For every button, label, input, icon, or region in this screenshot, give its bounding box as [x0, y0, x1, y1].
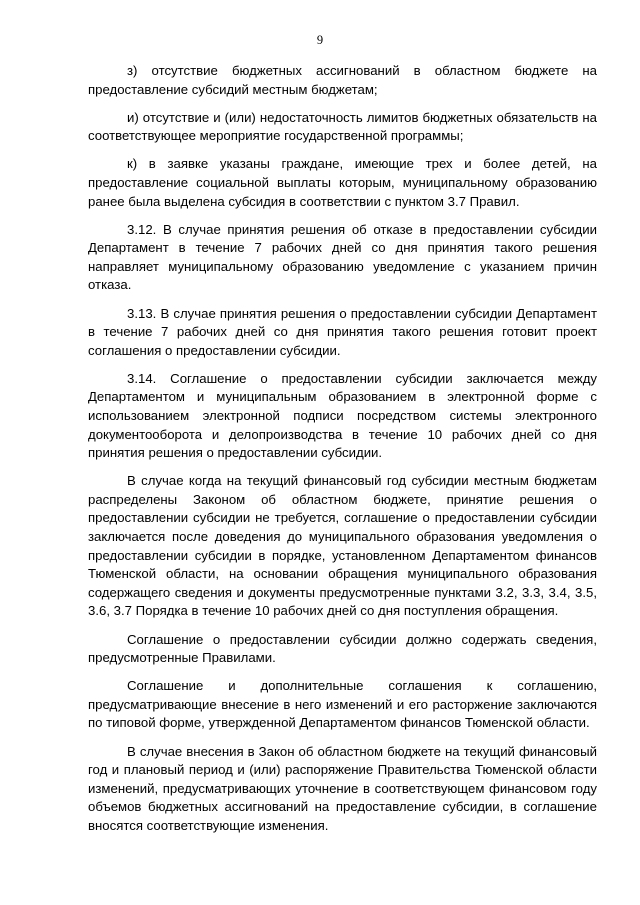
paragraph-3-14: 3.14. Соглашение о предоставлении субсидии заключается между Департаментом и муниципальным образованием в электронной форме с использованием электронной подписи посредством системы электронного документооборота и делопроизводства в течение 10 рабочих дней со дня принятия решения о предоставлении субсидии.	[88, 370, 597, 461]
paragraph-distributed-by-law: В случае когда на текущий финансовый год субсидии местным бюджетам распределены Законом об областном бюджете, принятие решения о предоставлении субсидии не требуется, соглашение о предоставлении субсидии заключается после доведения до муниципального образования уведомления о предоставлении субсидии в порядке, установленном Департаментом финансов Тюменской области, на основании обращения муниципального образования содержащего сведения и документы предусмотренные пунктами 3.2, 3.3, 3.4, 3.5, 3.6, 3.7 Порядка в течение 10 рабочих дней со дня поступления обращения.	[88, 473, 597, 619]
paragraph-budget-changes: В случае внесения в Закон об областном бюджете на текущий финансовый год и плановый период и (или) распоряжение Правительства Тюменской области изменений, предусматривающих уточнение в соответствующем финансовом году объемов бюджетных ассигнований на предоставление субсидии, в соглашение вносятся соответствующие изменения.	[88, 743, 597, 833]
paragraph-agreement-content: Соглашение о предоставлении субсидии должно содержать сведения, предусмотренные Правилами.	[88, 631, 597, 666]
paragraph-additional-agreements: Соглашение и дополнительные соглашения к соглашению, предусматривающие внесение в него изменений и его расторжение заключаются по типовой форме, утвержденной Департаментом финансов Тюменской области.	[88, 678, 597, 731]
page-number: 9	[316, 33, 324, 47]
paragraph-z: з) отсутствие бюджетных ассигнований в областном бюджете на предоставление субсидий местным бюджетам;	[88, 63, 597, 97]
paragraph-k: к) в заявке указаны граждане, имеющие трех и более детей, на предоставление социальной выплаты которым, муниципальному образованию ранее была выделена субсидия в соответствии с пунктом 3.7 Правил.	[88, 156, 597, 209]
paragraph-i: и) отсутствие и (или) недостаточность лимитов бюджетных обязательств на соответствующее мероприятие государственной программы;	[88, 109, 597, 144]
document-body	[88, 62, 597, 845]
paragraph-3-13: 3.13. В случае принятия решения о предоставлении субсидии Департамент в течение 7 рабочих дней со дня принятия такого решения готовит проект соглашения о предоставлении субсидии.	[88, 305, 597, 358]
paragraph-3-12: 3.12. В случае принятия решения об отказе в предоставлении субсидии Департамент в течение 7 рабочих дней со дня принятия такого решения направляет муниципальному образованию уведомление с указанием причин отказа.	[88, 221, 597, 293]
